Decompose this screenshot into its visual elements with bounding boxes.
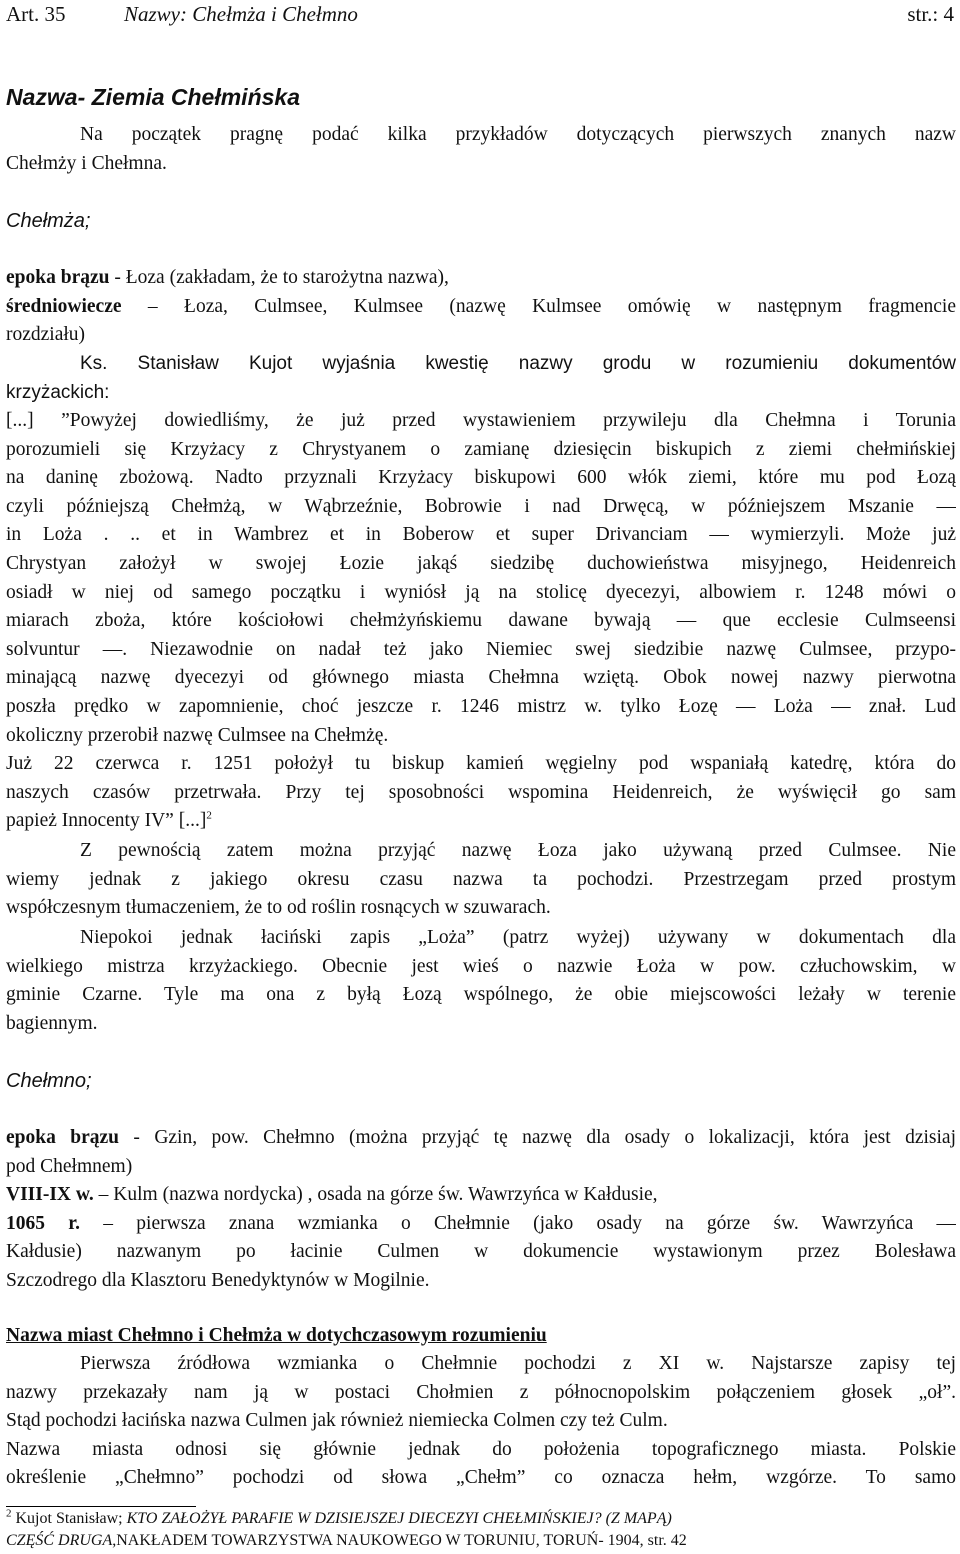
text-line: Pierwsza źródłowa wzmianka o Chełmnie pochodzi z XI w. Najstarsze zapisy tej <box>80 1353 956 1374</box>
quote-line: solvuntur —. Niezawodnie on nadał też jako Niemiec swej siedzibie nazwę Culmsee, przypo- <box>6 638 956 660</box>
section-heading-chelmza <box>6 207 956 236</box>
quote-line: na daninę zbożową. Nadto przyznali Krzyżacy biskupowi 600 włók ziemi, które mu pod Łozą <box>6 467 956 489</box>
footnote-ref: 2 <box>206 809 212 822</box>
text-line: Kałdusie) nazwanym po łacinie Culmen w dokumencie wystawionym przez Bolesława <box>6 1241 956 1263</box>
chelmno-timeline <box>6 1124 956 1296</box>
quote-end: papież Innocenty IV” [...] <box>6 810 207 832</box>
text-line: nazwy przekazały nam ją w postaci Chołmien z północnopolskim połączeniem głosek „oł”. <box>6 1381 956 1403</box>
heading-text: Chełmża; <box>6 210 91 232</box>
intro-paragraph <box>6 121 956 178</box>
heading-text: Chełmno; <box>6 1070 92 1092</box>
entry-text: – Kulm (nazwa nordycka) , osada na górze św. Wawrzyńca w Kałdusie, <box>93 1184 658 1206</box>
quote-line: czyli późniejszą Chełmżą, w Wąbrzeźnie, Bobrowie i nad Drwęcą, w późniejszem Mszanie — <box>6 495 956 517</box>
text-line: Nazwa miasta odnosi się głównie jednak do położenia topograficznego miasta. Polskie <box>6 1438 956 1460</box>
quote-line: Chrystyan założył w swojej Łozie jakąś siedzibę duchowieństwa misyjnego, Heidenreich <box>6 552 956 574</box>
text-line: współczesnym tłumaczeniem, że to od roślin rosnących w szuwarach. <box>6 897 551 919</box>
quote-line: naszych czasów przetrwała. Przy tej sposobności wspomina Heidenreich, że wyświęcił go sam <box>6 781 956 803</box>
timeline-entry <box>6 1210 956 1239</box>
entry-text: - Łoza (zakładam, że to starożytna nazwa), <box>109 267 449 288</box>
quote-line <box>6 807 956 836</box>
footnote-publisher: ,NAKŁADEM TOWARZYSTWA NAUKOWEGO W TORUNIU, TORUŃ- 1904, str. 42 <box>112 1532 687 1549</box>
article-number: Art. 35 <box>6 2 66 26</box>
entry-text: – Łoza, Culmsee, Kulmsee (nazwę Kulmsee omówię w następnym fragmencie <box>121 295 956 317</box>
paragraph-names <box>6 1350 956 1493</box>
footnote-title: KTO ZAŁOŻYŁ PARAFIE W DZISIEJSZEJ DIECEZYI CHEŁMIŃSKIEJ? (Z MAPĄ) <box>126 1510 672 1527</box>
entry-text: - Gzin, pow. Chełmno (można przyjąć tę nazwę dla osady o lokalizacji, która jest dzisiaj <box>119 1127 956 1148</box>
text-line: Szczodrego dla Klasztoru Benedyktynów w Mogilnie. <box>6 1269 430 1291</box>
text-line: Chełmży i Chełmna. <box>6 152 167 174</box>
page-title: Nazwa- Ziemia Chełmińska <box>6 84 300 110</box>
text-line: rozdziału) <box>6 324 86 346</box>
quote-line: in Loża . .. et in Wambrez et in Boberow et super Drivanciam — wymierzyli. Może już <box>6 524 956 546</box>
header-names: Nazwy: Chełmża i Chełmno <box>124 2 358 26</box>
entry-text: – pierwsza znana wzmianka o Chełmnie (jako osady na górze św. Wawrzyńca — <box>80 1212 956 1234</box>
text-line: Na początek pragnę podać kilka przykładów dotyczących pierwszych znanych nazw <box>80 124 956 145</box>
chelmza-timeline <box>6 264 956 350</box>
text-line: gminie Czarne. Tyle ma ona z byłą Łozą wspólnego, że obie miejscowości leżały w terenie <box>6 984 956 1006</box>
paragraph-loza <box>6 837 956 923</box>
text-line: krzyżackich: <box>6 381 110 403</box>
heading-text: Nazwa miast Chełmno i Chełmża w dotychczasowym rozumieniu <box>6 1325 547 1346</box>
text-line: bagiennym. <box>6 1012 98 1034</box>
footnote-line <box>6 1530 956 1552</box>
quote-line: osiadł w niej od samego początku i wyniósł ją na stolicę dyecezyi, albowiem r. 1248 mówi o <box>6 581 956 603</box>
page-header <box>6 0 956 28</box>
entry-label: średniowiecze <box>6 295 122 317</box>
text-line: pod Chełmnem) <box>6 1155 133 1177</box>
quote-line: miarach zboża, które kościołowi chełmżyńskiemu dawane bywają — que ecclesie Culmseensi <box>6 610 956 632</box>
footnote <box>6 1508 956 1552</box>
footnote-author: Kujot Stanisław; <box>11 1510 127 1527</box>
kujot-intro <box>6 350 956 407</box>
timeline-entry <box>6 293 956 322</box>
text-line: Z pewnością zatem można przyjąć nazwę Łoza jako używaną przed Culmsee. Nie <box>80 840 956 861</box>
text-line: określenie „Chełmno” pochodzi od słowa „Chełm” co oznacza hełm, wzgórze. To samo <box>6 1467 956 1489</box>
timeline-entry <box>6 264 956 293</box>
timeline-entry <box>6 1124 956 1153</box>
entry-label: epoka brązu <box>6 267 110 288</box>
kujot-quote <box>6 407 956 836</box>
quote-line: minającą nazwę dyecezyi od głównego miasta Chełmna wziętą. Obok nowej nazwy pierwotna <box>6 667 956 689</box>
text-line: Stąd pochodzi łacińska nazwa Culmen jak również niemiecka Colmen czy też Culm. <box>6 1410 668 1432</box>
footnote-part: CZĘŚĆ DRUGA <box>6 1532 113 1549</box>
quote-line: porozumieli się Krzyżacy z Chrystyanem o zamianę dziesięcin biskupich z ziemi chełmińskiej <box>6 438 956 460</box>
entry-label: epoka brązu <box>6 1127 120 1148</box>
paragraph-loza-latin <box>6 924 956 1038</box>
text-line: wielkiego mistrza krzyżackiego. Obecnie jest wieś o nazwie Łoża w pow. człuchowskim, w <box>6 955 956 977</box>
quote-line: poszła prędko w zapomnienie, choć jeszcze r. 1246 mistrz w. tylko Łozę — Loża — znał. Lud <box>6 695 956 717</box>
text-line: Ks. Stanisław Kujot wyjaśnia kwestię nazwy grodu w rozumieniu dokumentów <box>80 353 956 374</box>
entry-label: VIII-IX w. <box>6 1184 94 1206</box>
footnote-number: 2 <box>6 1507 12 1520</box>
section-heading-chelmno <box>6 1067 956 1096</box>
entry-label: 1065 r. <box>6 1212 81 1234</box>
footnote-separator <box>6 1506 196 1507</box>
quote-line: Już 22 czerwca r. 1251 położył tu biskup kamień węgielny pod wspaniałą katedrę, która do <box>6 753 956 775</box>
text-line: wiemy jednak z jakiego okresu czasu nazwa ta pochodzi. Przestrzegam przed prostym <box>6 868 956 890</box>
quote-line: okoliczny przerobił nazwę Culmsee na Chełmżę. <box>6 724 389 746</box>
quote-line: [...] ”Powyżej dowiedliśmy, że już przed wystawieniem przywileju dla Chełmna i Torunia <box>6 410 956 431</box>
section-heading-names <box>6 1322 956 1351</box>
footnote-line <box>6 1508 956 1530</box>
text-line: Niepokoi jednak łaciński zapis „Loża” (patrz wyżej) używany w dokumentach dla <box>80 927 956 948</box>
page-number: str.: 4 <box>907 2 954 26</box>
timeline-entry <box>6 1181 956 1210</box>
